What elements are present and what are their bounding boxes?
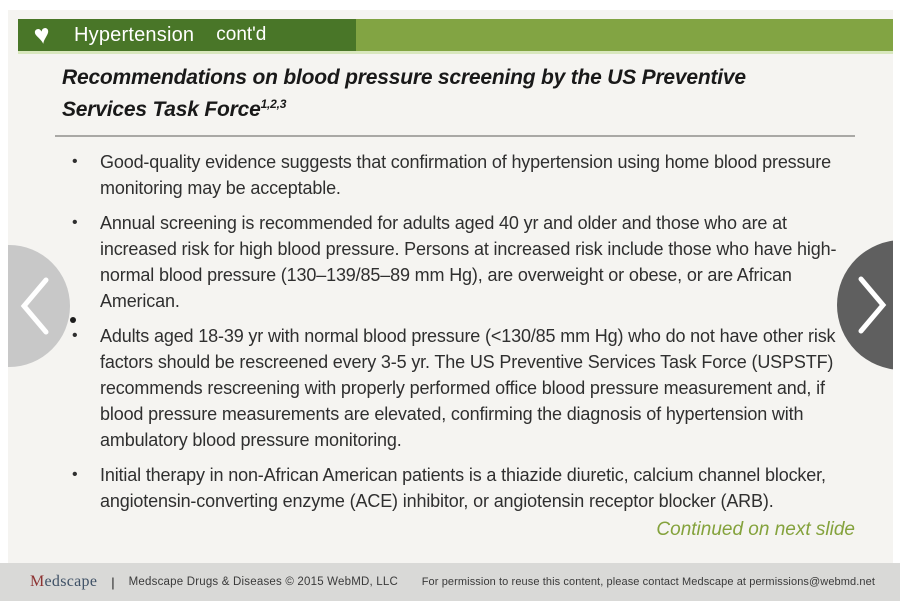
- bullet-marker: •: [72, 214, 78, 231]
- slide-canvas: [8, 10, 893, 563]
- chevron-right-icon: [851, 273, 893, 337]
- slide-header-title: Hypertension: [74, 23, 195, 46]
- slide-title-line2: Services Task Force$^{1,2,3}$: [62, 97, 287, 121]
- bullet-text: Adults aged 18-39 yr with normal blood pressure (<130/85 mm Hg) who do not have other risk factors should be rescreened every 3-5 yr. The US Preventive Services Task Force (USPSTF) recommends rescreening with properly performed office blood pressure measurement and, if blood pressure measurements are elevated, confirming the diagnosis of hypertension with ambulatory blood pressure monitoring.: [100, 326, 836, 450]
- slide-body: [8, 54, 893, 541]
- bullet-item: [62, 210, 837, 314]
- slide-title: [62, 64, 855, 123]
- bullet-item: [62, 323, 837, 453]
- slide-header-bar: [18, 19, 893, 54]
- medscape-logo: Medscape: [30, 573, 98, 590]
- footer-permission-note: For permission to reuse this content, please contact Medscape at permissions@webmd.net: [421, 576, 875, 588]
- bullet-text: Annual screening is recommended for adults aged 40 yr and older and those who are at increased risk for high blood pressure. Persons at increased risk include those who have high-normal blood pressure (130–139/85–89 mm Hg), are overweight or obese, or are African American.: [100, 213, 837, 311]
- footer-separator: |: [111, 574, 115, 590]
- slide-header-contd: cont'd: [216, 24, 267, 45]
- slide-header-dark-segment: [18, 19, 356, 51]
- title-divider: [55, 135, 855, 137]
- bullet-text: Initial therapy in non-African American patients is a thiazide diuretic, calcium channel blocker, angiotensin-converting enzyme (ACE) inhibitor, or angiotensin receptor blocker (ARB).: [100, 465, 826, 511]
- continued-note: Continued on next slide: [656, 519, 855, 540]
- slide-title-references: 1,2,3: [260, 97, 287, 111]
- dot-artifact: [70, 317, 76, 323]
- bullet-marker: •: [72, 327, 78, 344]
- chevron-left-icon: [8, 274, 56, 338]
- bullet-list: [62, 149, 837, 514]
- footer-bar: [0, 563, 900, 601]
- footer-left: [30, 573, 398, 591]
- slide-title-line1: Recommendations on blood pressure screening by the US Preventive: [62, 66, 746, 89]
- bullet-item: [62, 462, 837, 514]
- bullet-item: [62, 149, 837, 201]
- bullet-marker: •: [72, 153, 78, 170]
- bullet-marker: •: [72, 466, 78, 483]
- bullet-text: Good-quality evidence suggests that confirmation of hypertension using home blood pressure monitoring may be acceptable.: [100, 152, 831, 198]
- heart-icon: ♥: [31, 18, 52, 51]
- footer-attribution: Medscape Drugs & Diseases © 2015 WebMD, LLC: [128, 576, 398, 588]
